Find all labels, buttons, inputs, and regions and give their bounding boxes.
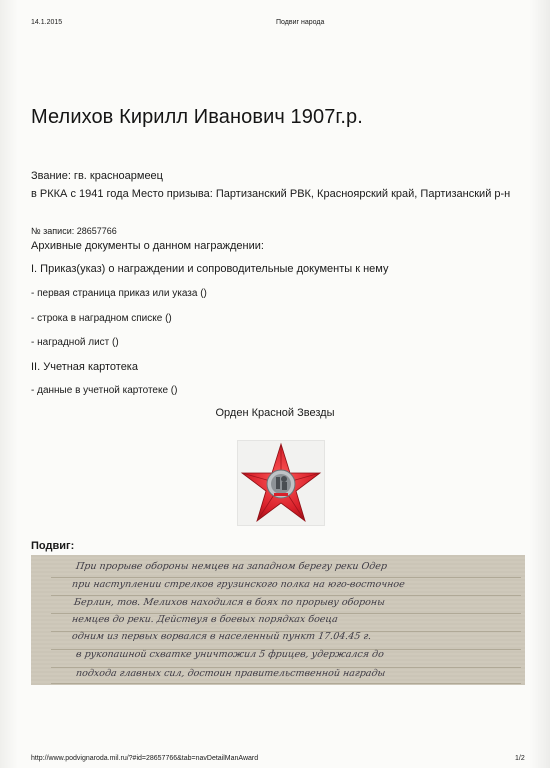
feat-text-line: при наступлении стрелков грузинского полка на юго-восточное xyxy=(71,579,406,590)
award-image xyxy=(237,440,325,526)
doc-link-award-sheet[interactable]: - наградной лист () xyxy=(31,337,119,348)
print-date: 14.1.2015 xyxy=(31,19,63,26)
doc-link-award-list-line[interactable]: - строка в наградном списке () xyxy=(31,313,172,324)
feat-text-line: одним из первых ворвался в населенный пункт 17.04.45 г. xyxy=(71,631,372,642)
ruled-line xyxy=(51,683,521,684)
ruled-line xyxy=(51,577,521,578)
feat-text-line: При прорыве обороны немцев на западном берегу реки Одер xyxy=(75,561,388,572)
red-star-order-icon xyxy=(238,441,324,525)
record-number: № записи: 28657766 xyxy=(31,226,117,236)
footer-url[interactable]: http://www.podvignaroda.mil.ru/?#id=28657766&tab=navDetailManAward xyxy=(31,755,259,762)
doc-link-card-index[interactable]: - данные в учетной картотеке () xyxy=(31,385,178,396)
feat-label: Подвиг: xyxy=(31,540,75,552)
footer-page-number: 1/2 xyxy=(515,755,525,762)
ruled-line xyxy=(51,595,521,596)
person-rank: Звание: гв. красноармеец xyxy=(31,170,163,182)
person-name: Мелихов Кирилл Иванович 1907г.р. xyxy=(31,106,363,128)
feat-text-line: немцев до реки. Действуя в боевых порядках боеца xyxy=(71,614,339,625)
print-header-title: Подвиг народа xyxy=(276,19,325,26)
award-name: Орден Красной Звезды xyxy=(215,407,335,419)
person-service: в РККА с 1941 года Место призыва: Партизанский РВК, Красноярский край, Партизанский р-н xyxy=(31,188,511,200)
feat-text-line: в рукопашной схватке уничтожил 5 фрицев, удержался до xyxy=(75,649,385,660)
feat-text-line: подхода главных сил, достоин правительственной награды xyxy=(75,668,386,679)
doc-link-first-page[interactable]: - первая страница приказ или указа () xyxy=(31,288,207,299)
archive-heading: Архивные документы о данном награждении: xyxy=(31,240,264,252)
feat-text-line: Берлин, тов. Мелихов находился в боях по прорыву обороны xyxy=(73,597,386,608)
section-card-index-title: II. Учетная картотека xyxy=(31,361,138,373)
section-order-title: I. Приказ(указ) о награждении и сопроводительные документы к нему xyxy=(31,263,389,275)
